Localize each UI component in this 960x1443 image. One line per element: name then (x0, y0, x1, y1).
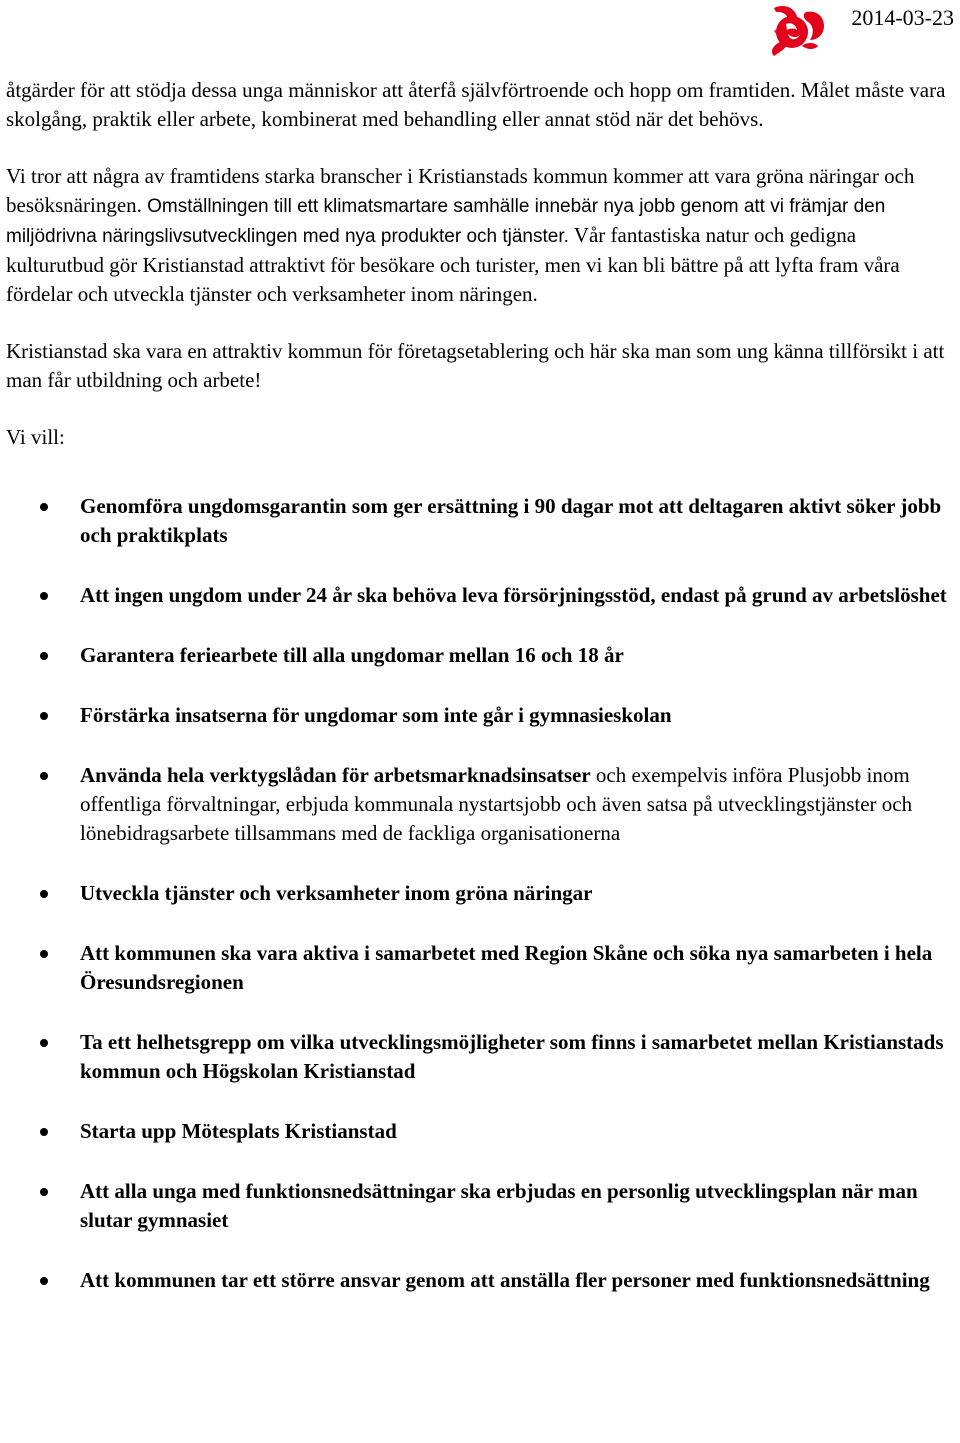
document-date: 2014-03-23 (851, 5, 954, 30)
list-item (6, 939, 954, 997)
bullet-icon (40, 1039, 48, 1047)
list-item-text: Starta upp Mötesplats Kristianstad (80, 1119, 397, 1143)
paragraph-establishment: Kristianstad ska vara en attraktiv kommun för företagsetablering och här ska man som ung känna tillförsikt i att man får utbildning och arbete! (6, 339, 945, 392)
list-item-text: Att ingen ungdom under 24 år ska behöva leva försörjningsstöd, endast på grund av arbetslöshet (80, 583, 947, 607)
rose-logo-icon (762, 2, 836, 58)
list-item-text: Förstärka insatserna för ungdomar som inte går i gymnasieskolan (80, 703, 672, 727)
list-item-text-regular: och exempelvis införa Plusjobb inom offentliga förvaltningar, erbjuda kommunala nystartsjobb och även satsa på utvecklingstjänster och lönebidragsarbete tillsammans med de fackliga organisationerna (80, 763, 913, 845)
list-item-text-bold: Använda hela verktygslådan för arbetsmarknadsinsatser (80, 763, 591, 787)
bullet-icon (40, 592, 48, 600)
list-item (6, 641, 954, 670)
bullet-icon (40, 712, 48, 720)
page-header (0, 0, 960, 60)
list-item-text: Att kommunen ska vara aktiva i samarbetet med Region Skåne och söka nya samarbeten i hela Öresundsregionen (80, 941, 933, 994)
list-item (6, 1117, 954, 1146)
bullet-icon (40, 1188, 48, 1196)
list-item-text: Att kommunen tar ett större ansvar genom att anställa fler personer med funktionsnedsättning (80, 1268, 930, 1292)
paragraph-we-want: Vi vill: (6, 425, 65, 449)
paragraph-industries-climate: Omställningen till ett klimatsmartare samhälle innebär nya jobb genom att vi främjar den miljödrivna näringslivsutvecklingen med nya produkter och tjänster. (6, 196, 886, 247)
demands-list (6, 492, 954, 1295)
bullet-icon (40, 503, 48, 511)
list-item (6, 492, 954, 550)
list-item (6, 701, 954, 730)
list-item (6, 1266, 954, 1295)
bullet-icon (40, 1277, 48, 1285)
list-item (6, 879, 954, 908)
paragraph-industries-part-b: Vår fantastiska natur och gedigna kulturutbud gör Kristianstad attraktivt för besökare och turister, men vi kan bli bättre på att lyfta fram våra fördelar och utveckla tjänster och verksamheter inom näringen. (6, 223, 900, 306)
paragraph-intro: åtgärder för att stödja dessa unga människor att återfå självförtroende och hopp om framtiden. Målet måste vara skolgång, praktik eller arbete, kombinerat med behandling eller annat stöd när det behövs. (6, 78, 946, 131)
paragraph-industries-part-a: Vi tror att några av framtidens starka branscher i Kristianstads kommun kommer att vara gröna näringar och besöksnäringen. (6, 164, 915, 217)
bullet-icon (40, 950, 48, 958)
list-item-text: Genomföra ungdomsgarantin som ger ersättning i 90 dagar mot att deltagaren aktivt söker jobb och praktikplats (80, 494, 942, 547)
list-item-text: Garantera feriearbete till alla ungdomar mellan 16 och 18 år (80, 643, 624, 667)
document-body (6, 76, 954, 1326)
list-item-text: Att alla unga med funktionsnedsättningar ska erbjudas en personlig utvecklingsplan när man slutar gymnasiet (80, 1179, 918, 1232)
list-item (6, 1028, 954, 1086)
paragraph-industries (6, 162, 954, 309)
bullet-icon (40, 890, 48, 898)
bullet-icon (40, 772, 48, 780)
list-item (6, 581, 954, 610)
list-item (6, 761, 954, 848)
bullet-icon (40, 1128, 48, 1136)
list-item-text: Utveckla tjänster och verksamheter inom gröna näringar (80, 881, 593, 905)
list-item-text: Ta ett helhetsgrepp om vilka utvecklingsmöjligheter som finns i samarbetet mellan Kristianstads kommun och Högskolan Kristianstad (80, 1030, 944, 1083)
bullet-icon (40, 652, 48, 660)
list-item (6, 1177, 954, 1235)
